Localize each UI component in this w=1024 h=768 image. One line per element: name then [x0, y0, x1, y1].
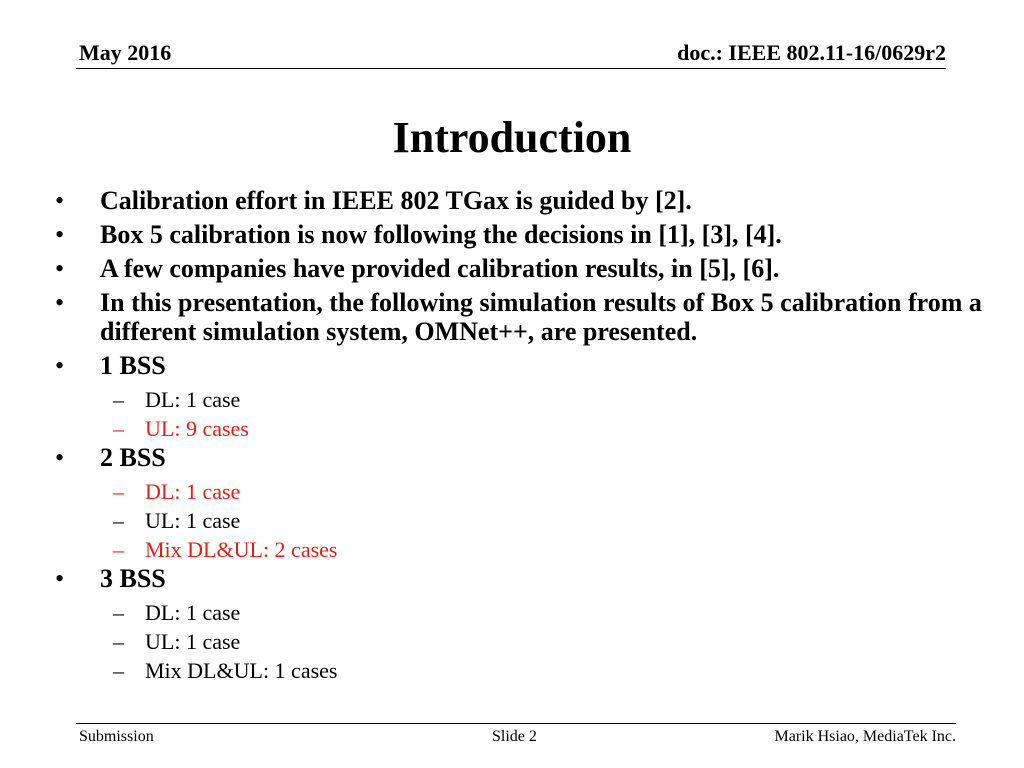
bullet-dot-icon: •: [55, 254, 65, 283]
bullet-item: [55, 288, 995, 346]
bullet-text: Box 5 calibration is now following the decisions in [1], [3], [4].: [100, 220, 782, 249]
footer-author: Marik Hsiao, MediaTek Inc.: [774, 728, 956, 745]
footer-divider: [76, 723, 956, 724]
sub-item-text: DL: 1 case: [145, 387, 241, 412]
dash-icon: –: [113, 508, 124, 533]
sub-item: [55, 535, 995, 564]
sub-item-text: Mix DL&UL: 2 cases: [145, 537, 338, 562]
footer-submission: Submission: [79, 728, 154, 745]
header-doc-id: doc.: IEEE 802.11-16/0629r2: [677, 40, 946, 65]
bullet-item: [55, 254, 995, 283]
bullet-2-bss: [55, 443, 995, 472]
sub-item-text: UL: 9 cases: [145, 416, 249, 441]
dash-icon: –: [113, 629, 124, 654]
header-divider: [76, 68, 946, 69]
sub-item: [55, 385, 995, 414]
bullet-text: 1 BSS: [100, 351, 166, 380]
bullet-dot-icon: •: [55, 443, 65, 472]
bullet-3-bss: [55, 564, 995, 593]
slide-title: Introduction: [392, 113, 632, 162]
header-date: May 2016: [79, 40, 172, 65]
bullet-text: 3 BSS: [100, 564, 166, 593]
dash-icon: –: [113, 537, 124, 562]
sub-item: [55, 477, 995, 506]
dash-icon: –: [113, 416, 124, 441]
slide-content: [55, 186, 995, 685]
dash-icon: –: [113, 387, 124, 412]
bullet-dot-icon: •: [55, 564, 65, 593]
sub-item-text: Mix DL&UL: 1 cases: [145, 658, 338, 683]
sub-item-text: UL: 1 case: [145, 508, 241, 533]
bullet-dot-icon: •: [55, 186, 65, 215]
bullet-item: [55, 220, 995, 249]
sub-item: [55, 598, 995, 627]
dash-icon: –: [113, 479, 124, 504]
sub-item-text: DL: 1 case: [145, 600, 241, 625]
sub-item: [55, 627, 995, 656]
sub-item: [55, 414, 995, 443]
sub-item: [55, 656, 995, 685]
bullet-dot-icon: •: [55, 220, 65, 249]
footer-slide-number: Slide 2: [492, 728, 537, 745]
bullet-text: 2 BSS: [100, 443, 166, 472]
bullet-dot-icon: •: [55, 288, 65, 317]
bullet-text: In this presentation, the following simulation results of Box 5 calibration from a different simulation system, OMNet++, are presented.: [100, 288, 982, 346]
bullet-text: Calibration effort in IEEE 802 TGax is guided by [2].: [100, 186, 692, 215]
sub-item-text: UL: 1 case: [145, 629, 241, 654]
sub-item-text: DL: 1 case: [145, 479, 241, 504]
sub-item: [55, 506, 995, 535]
bullet-1-bss: [55, 351, 995, 380]
dash-icon: –: [113, 658, 124, 683]
bullet-dot-icon: •: [55, 351, 65, 380]
bullet-item: [55, 186, 995, 215]
bullet-text: A few companies have provided calibration results, in [5], [6].: [100, 254, 780, 283]
dash-icon: –: [113, 600, 124, 625]
